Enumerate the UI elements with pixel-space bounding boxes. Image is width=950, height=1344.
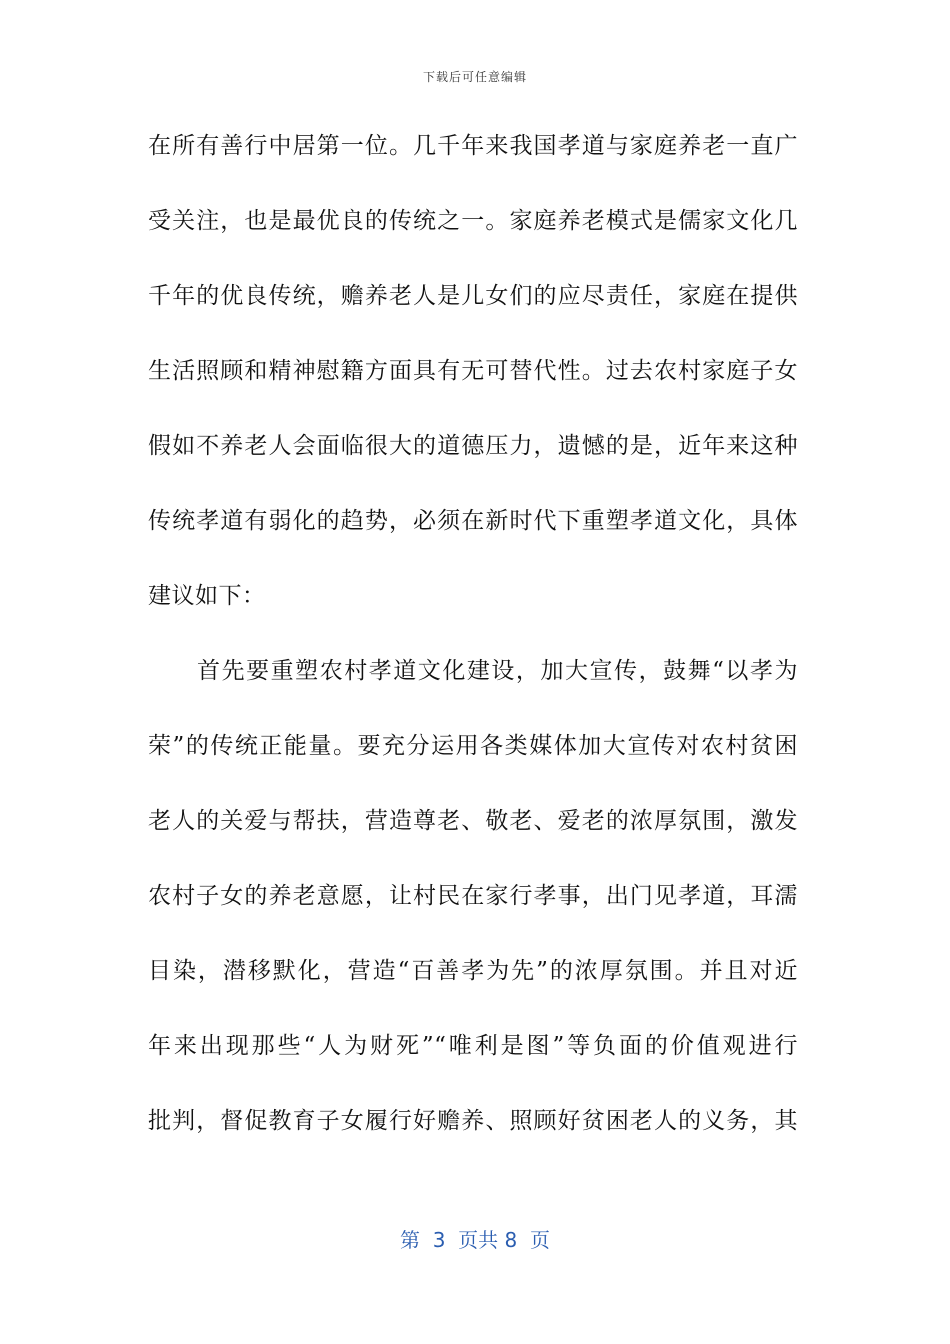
text-line: 荣”的传统正能量。要充分运用各类媒体加大宣传对农村贫困 (148, 733, 798, 759)
text-line: 在所有善行中居第一位。几千年来我国孝道与家庭养老一直广 (148, 133, 798, 159)
text-line: 生活照顾和精神慰籍方面具有无可替代性。过去农村家庭子女 (148, 358, 798, 384)
text-line: 建议如下： (148, 583, 266, 609)
text-line: 受关注，也是最优良的传统之一。家庭养老模式是儒家文化几 (148, 208, 798, 234)
text-line: 传统孝道有弱化的趋势，必须在新时代下重塑孝道文化，具体 (148, 508, 798, 534)
text-line: 批判，督促教育子女履行好赡养、照顾好贫困老人的义务，其 (148, 1108, 798, 1134)
text-line: 老人的关爱与帮扶，营造尊老、敬老、爱老的浓厚氛围，激发 (148, 808, 798, 834)
header-note: 下载后可任意编辑 (422, 70, 527, 84)
text-line: 首先要重塑农村孝道文化建设，加大宣传，鼓舞“以孝为 (148, 658, 798, 684)
page-number-footer: 第 3 页共 8 页 (400, 1228, 550, 1252)
text-line: 假如不养老人会面临很大的道德压力，遗憾的是，近年来这种 (148, 433, 798, 459)
text-line: 年来出现那些“人为财死”“唯利是图”等负面的价值观进行 (148, 1033, 798, 1059)
text-line: 目染，潜移默化，营造“百善孝为先”的浓厚氛围。并且对近 (148, 958, 798, 984)
text-line: 农村子女的养老意愿，让村民在家行孝事，出门见孝道，耳濡 (148, 883, 798, 909)
text-line: 千年的优良传统，赡养老人是儿女们的应尽责任，家庭在提供 (148, 283, 798, 309)
